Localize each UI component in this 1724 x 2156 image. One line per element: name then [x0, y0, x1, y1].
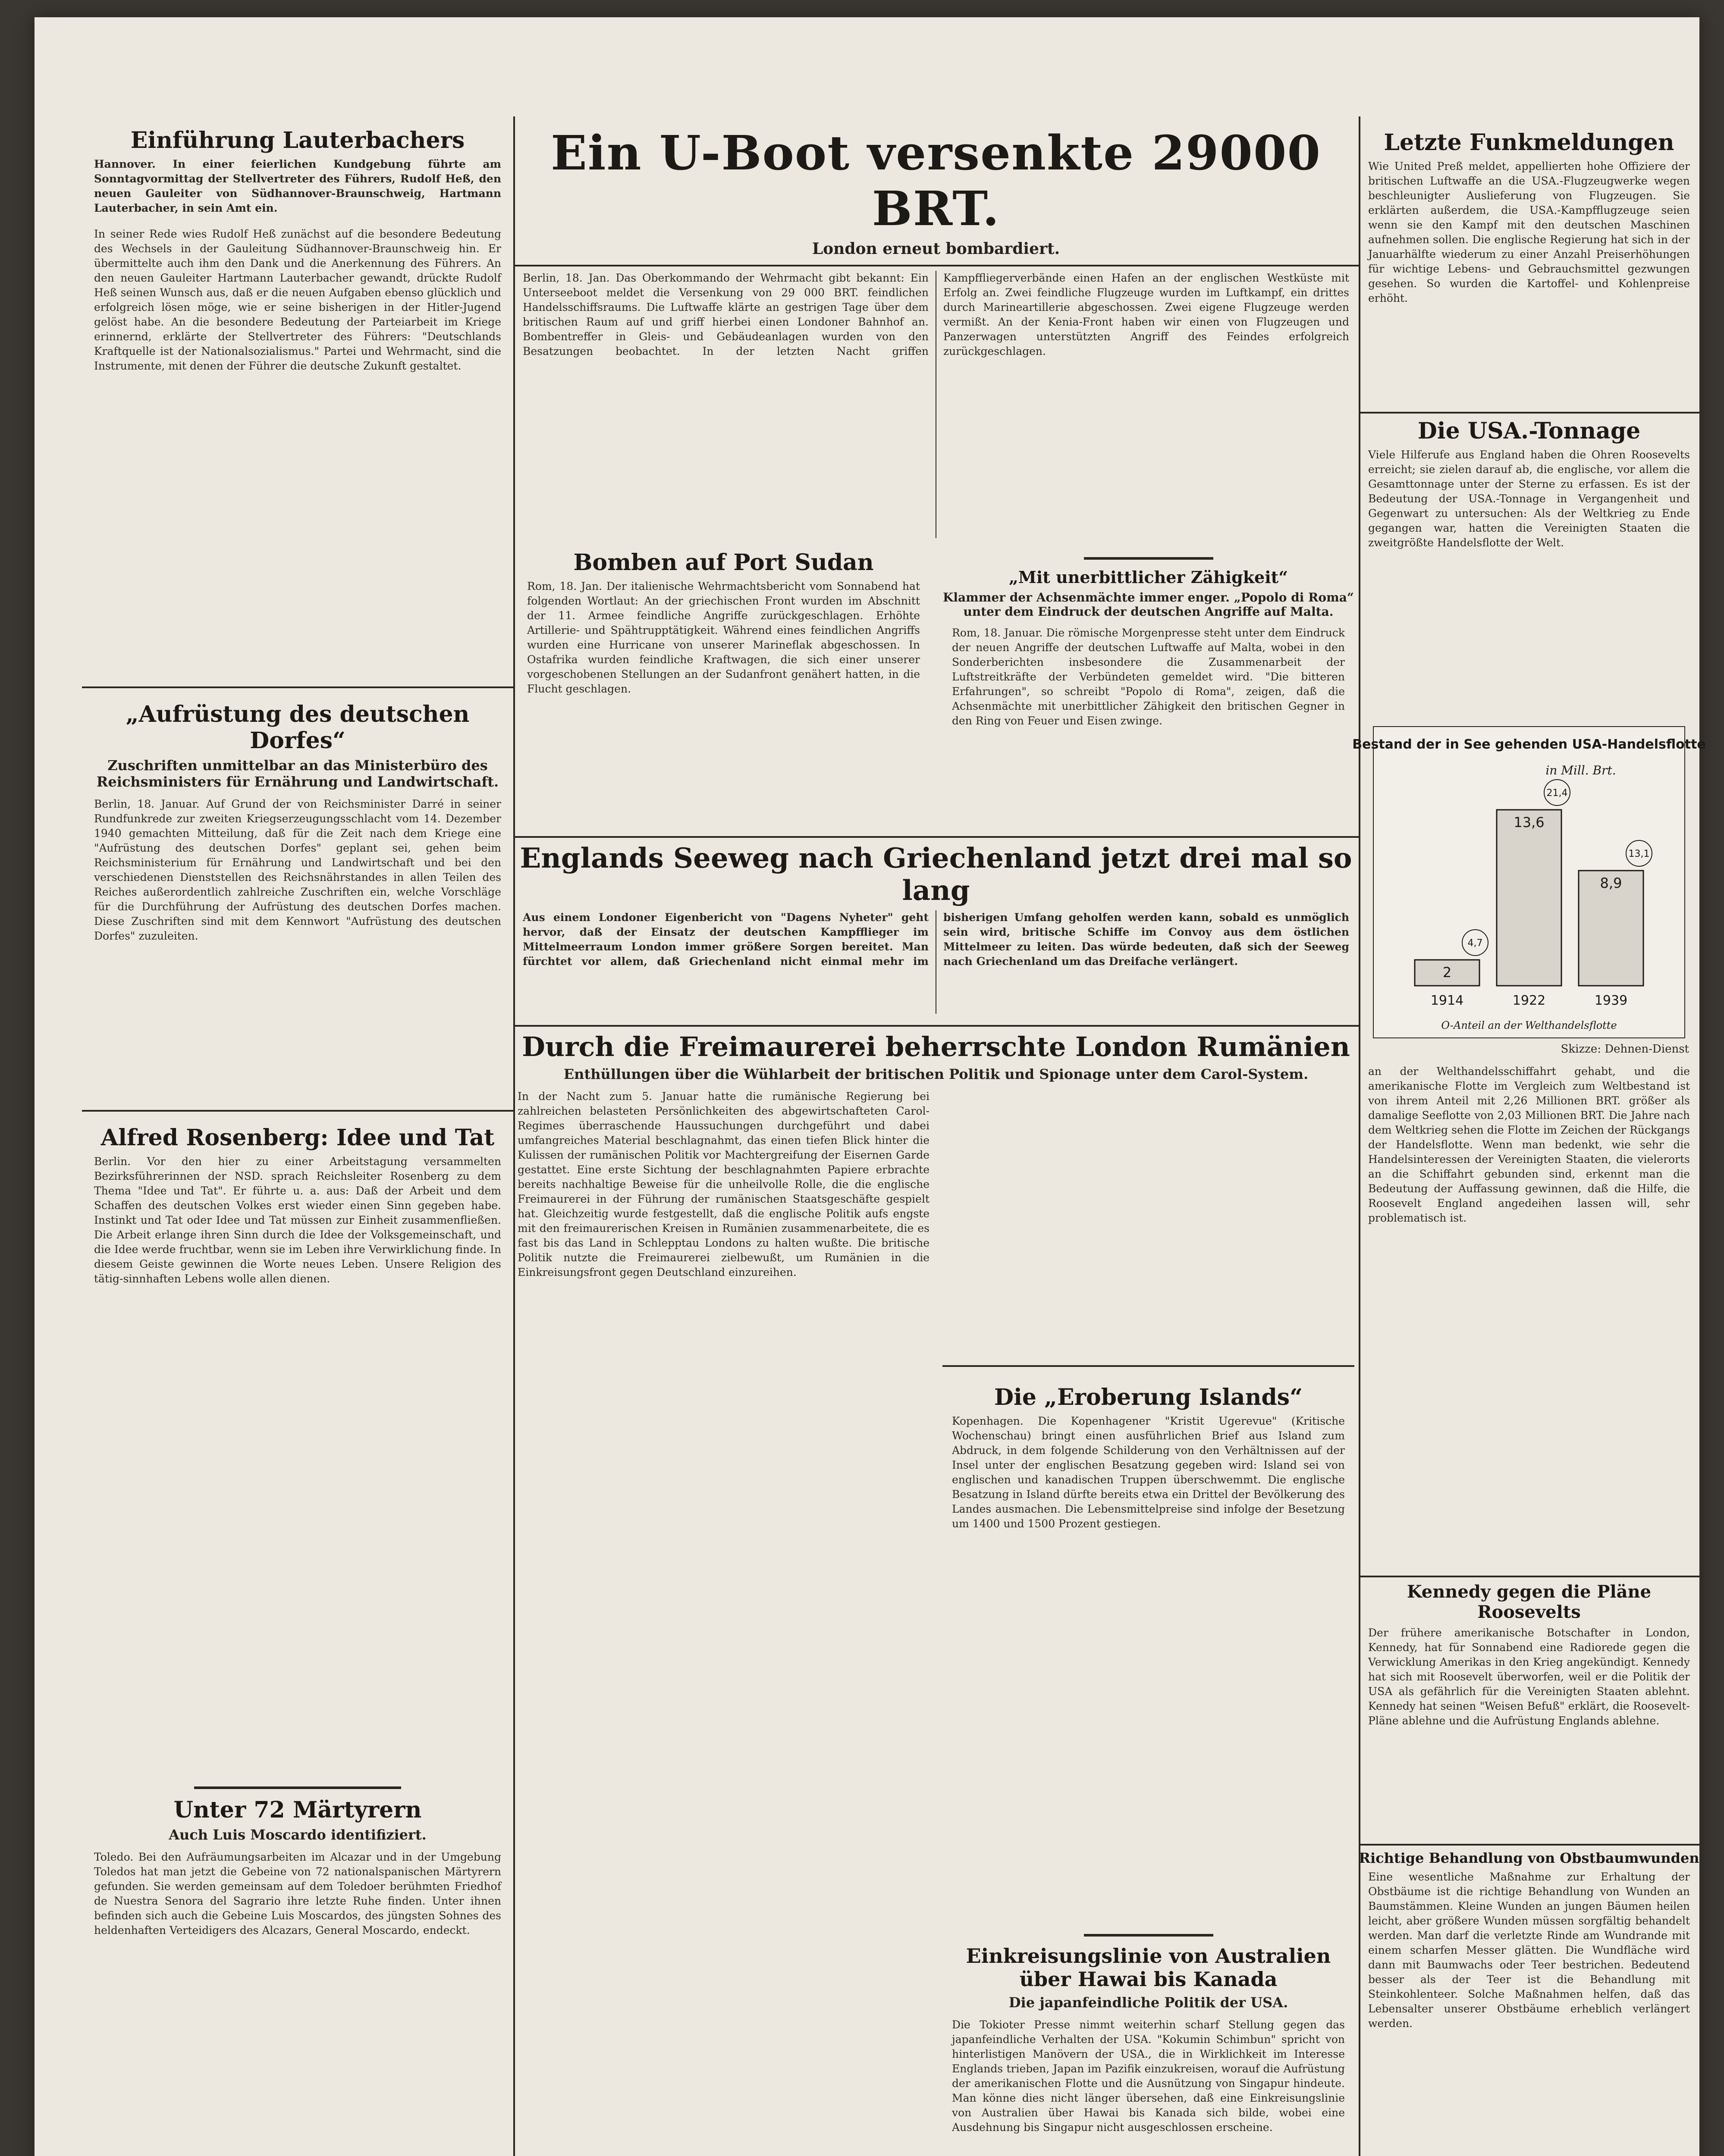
bar-category-label: 1922 [1512, 993, 1546, 1008]
article-rosenberg [82, 1125, 513, 1775]
headline: Englands Seeweg nach Griechenland jetzt drei mal so lang [520, 842, 1352, 907]
divider [513, 265, 1359, 266]
divider [1359, 1844, 1699, 1846]
headline: „Mit unerbittlicher Zähigkeit“ [1008, 567, 1288, 587]
divider [942, 1365, 1354, 1367]
bar-category-label: 1914 [1430, 993, 1464, 1008]
divider [1359, 412, 1699, 414]
article-subhead: Enthüllungen über die Wühlarbeit der britischen Politik und Spionage unter dem Carol-System. [563, 1066, 1309, 1082]
bar-category-label: 1939 [1594, 993, 1628, 1008]
headline: „Aufrüstung des deutschen Dorfes“ [126, 701, 470, 754]
chart-bars [1415, 780, 1652, 1008]
article-text: In der Nacht zum 5. Januar hatte die rumänische Regierung bei zahlreichen belasteten Persönlichkeiten des abgewirtschafteten Carol-Regimes überraschende Haussuchungen durchgeführt und dabei umfangreiches Material beschlagnahmt, das einen tiefen Blick hinter die Kulissen der rumänischen Politik vor Machtergreifung der Eisernen Garde gestattet. Eine erste Sichtung der beschlagnahmten Papiere erbrachte bereits nachhaltige Beweise für die unheilvolle Rolle, die die englische Freimaurerei in der Führung der rumänischen Staatsgeschäfte gespielt hat. Gleichzeitig wurde festgestellt, daß die englische Politik aufs engste mit den freimaurerischen Kreisen in Rumänien zusammenarbeitete, die es fast bis das Land in Schlepptau Londons zu halten wußte. Die britische Politik nutzte die Freimaurerei zielbewußt, um Rumänien in die Einkreisungsfront gegen Deutschland einzureihen. [518, 1090, 930, 1279]
bar-value-label: 8,9 [1600, 875, 1622, 891]
headline: Die USA.-Tonnage [1417, 418, 1641, 444]
divider [1084, 1934, 1213, 1937]
divider [82, 1110, 513, 1112]
article-text: Die Tokioter Presse nimmt weiterhin scharf Stellung gegen das japanfeindliche Verhalten der USA. "Kokumin Schimbun" spricht von hinterlistigen Manövern der USA., die in Wirklichkeit im Interesse Englands trieben, Japan im Pazifik einzukreisen, worauf die Aufrüstung der amerikanischen Flotte und die Ausnützung von Singapur hindeute. Man könne dies nicht länger übersehen, daß eine Einkreisungslinie von Australien über Hawai bis Kanada sich bilde, wobei eine Ausdehnung bis Singapur nicht ausgeschlossen erscheine. [952, 2018, 1345, 2134]
headline: Unter 72 Märtyrern [173, 1797, 422, 1823]
divider [82, 686, 513, 688]
headline: Einführung Lauterbachers [130, 127, 465, 154]
article-subhead: Auch Luis Moscardo identifiziert. [169, 1827, 427, 1843]
chart-annotation: O-Anteil an der Welthandelsflotte [1441, 1019, 1617, 1031]
article-subhead: Die japanfeindliche Politik der USA. [1008, 1994, 1288, 2011]
article-text: Berlin. Vor den hier zu einer Arbeitstagung versammelten Bezirksführerinnen der NSD. sprach Reichsleiter Rosenberg zu dem Thema "Idee und Tat". Er führte u. a. aus: Daß der Arbeit und dem Schaffen des deutschen Volkes erst wieder einen Sinn gegeben habe. Instinkt und Tat oder Idee und Tat müssen zur Einheit zusammenfließen. Die Arbeit erlange ihren Sinn durch die Idee der Volksgemeinschaft, und die Idee werde fruchtbar, wenn sie im Leben ihre Verwirklichung finde. In diesem Geiste gewinnen die Worte neues Leben. Unsere Religion des tätig-sinnhaften Lebens wolle allen dienen. [94, 1155, 501, 1285]
article-subhead: Klammer der Achsenmächte immer enger. „Popolo di Roma“ unter dem Eindruck der deutschen Angriffe auf Malta. [943, 590, 1354, 619]
article-text: Der frühere amerikanische Botschafter in London, Kennedy, hat für Sonnabend eine Radiorede gegen die Verwicklung Amerikas in den Krieg angekündigt. Kennedy hat sich mit Roosevelt überworfen, weil er die Politik der USA als gefährlich für die Vereinigten Staaten ablehnt. Kennedy hat seinen "Weisen Befuß" erklärt, die Roosevelt-Pläne ablehne und die Aufrüstung Englands ablehne. [1368, 1626, 1690, 1727]
newspaper-page [35, 17, 1706, 2156]
share-label: 4,7 [1467, 938, 1483, 949]
article-text: an der Welthandelsschiffahrt gehabt, und die amerikanische Flotte im Vergleich zum Weltbestand ist von ihrem Anteil mit 2,26 Millionen BRT. größer als damalige Seeflotte von 2,03 Millionen BRT. Die Jahre nach dem Weltkrieg sehen die Flotte im Zeichen der Rückgangs der Handelsflotte. Wenn man bedenkt, wie sehr die Handelsinteressen der Vereinigten Staaten, die vielerorts an die Schiffahrt gebunden sind, erkennt man die Bedeutung der Auffassung gewinnen, daß die Hilfe, die Roosevelt England angedeihen lassen will, sehr problematisch ist. [1368, 1065, 1690, 1224]
right-subcolumn [942, 1089, 1354, 2156]
headline: Bomben auf Port Sudan [573, 549, 874, 576]
article-funkmeldungen [1359, 129, 1699, 401]
main-subhead: London erneut bombardiert. [812, 240, 1060, 258]
left-column [82, 17, 513, 2156]
article-text: Wie United Preß meldet, appellierten hohe Offiziere der britischen Luftwaffe an die USA.-Flugzeugwerke wegen beschleunigter Auslieferung von Flugzeugen. Sie erklärten außerdem, die USA.-Kampfflugzeuge seien wenn sie den Kampf mit den deutschen Maschinen aufnehmen sollen. Die englische Regierung hat sich in der Januarhälfte wiederum zu einer Anzahl Preiserhöhungen für wichtige Lebens- und Gebrauchsmittel gezwungen gesehen. So wurden die Kartoffel- und Kohlenpreise erhöht. [1368, 160, 1690, 304]
headline: Einkreisungslinie von Australien über Hawai bis Kanada [966, 1944, 1331, 1991]
bar-value-label: 13,6 [1514, 814, 1545, 830]
divider [194, 1786, 401, 1789]
article-subhead: Zuschriften unmittelbar an das Ministerbüro des Reichsministers für Ernährung und Landwirtschaft. [96, 757, 499, 790]
tonnage-chart-svg [1352, 727, 1706, 1037]
article-zaehigkeit [942, 549, 1354, 832]
right-column [1352, 17, 1706, 2156]
article-lauterbacher [82, 127, 513, 675]
article-text: Rom, 18. Januar. Die römische Morgenpresse steht unter dem Eindruck der neuen Angriffe der deutschen Luftwaffe auf Malta, wobei in den Sonderberichten insbesondere die Zusammenarbeit der Luftstreitkräfte der Verbündeten gemeldet wird. "Die bitteren Erfahrungen", so schreibt "Popolo di Roma", zeigen, daß die Achsenmächte mit unerbittlicher Zähigkeit den britischen Gegner in den Ring von Feuer und Eisen zwinge. [952, 627, 1345, 727]
divider [1359, 1576, 1699, 1577]
headline: Richtige Behandlung von Obstbaumwunden [1359, 1850, 1699, 1866]
headline: Die „Eroberung Islands“ [994, 1384, 1303, 1410]
article-usa-tonnage [1352, 418, 1706, 1564]
article-obstbaum [1359, 1850, 1699, 2156]
main-article-text: Berlin, 18. Jan. Das Oberkommando der Wehrmacht gibt bekannt: Ein Unterseeboot meldet die Versenkung von 29 000 BRT. feindlichen Handelsschiffsraums. Die Luftwaffe klärte an gestrigen Tage über dem britischen Raum auf und griff hierbei einen Londoner Bahnhof an. Bombentreffer in Gleis- und Gebäudeanlagen wurden von den Besatzungen beobachtet. In der letzten Nacht griffen Kampffliegerverbände einen Hafen an der englischen Westküste mit Erfolg an. Zwei feindliche Flugzeuge wurden im Luftkampf, ein drittes durch Marineartillerie abgeschossen. Zwei eigene Flugzeuge werden vermißt. An der Kenia-Front haben wir einen von Flugzeugen und Panzerwagen unterstützten Angriff des Feindes erfolgreich zurückgeschlagen. [523, 272, 1349, 357]
chart-title-line: Bestand der in See gehenden USA-Handelsflotte [1352, 737, 1706, 752]
article-lead: Hannover. In einer feierlichen Kundgebung führte am Sonntagvormittag der Stellvertreter des Führers, Rudolf Heß, den neuen Gauleiter von Südhannover-Braunschweig, Hartmann Lauterbacher, in sein Amt ein. [94, 158, 501, 214]
divider [513, 1025, 1359, 1027]
share-label: 13,1 [1628, 849, 1650, 859]
article-port-sudan [518, 549, 930, 832]
article-text: Berlin, 18. Januar. Auf Grund der von Reichsminister Darré in seiner Rundfunkrede zur zweiten Kriegserzeugungsschlacht vom 14. Dezember 1940 gemachten Mitteilung, daß für die Zeit nach dem Kriege eine "Aufrüstung des deutschen Dorfes" geplant sei, gehen beim Reichsministerium für Ernährung und Landwirtschaft und bei den verschiedenen Dienststellen des Reichsnährstandes in allen Teilen des Reiches außerordentlich zahlreiche Zuschriften ein, welche Vorschläge für die Durchführung der Aufrüstung des deutschen Dorfes machen. Diese Zuschriften sind mit dem Kennwort "Aufrüstung des deutschen Dorfes" zuzuleiten. [94, 798, 501, 942]
article-text: Rom, 18. Jan. Der italienische Wehrmachtsbericht vom Sonnabend hat folgenden Wortlaut: An der griechischen Front wurden im Abschnitt der 11. Armee feindliche Angriffe zurückgeschlagen. Erhöhte Artillerie- und Spähtrupptätigkeit. Während eines feindlichen Angriffs wurden eine Hurricane von unserer Marineflak abgeschossen. In Ostafrika wurden feindliche Kraftwagen, die sich einer unserer vorgeschobenen Stellungen an der Sudanfront genähert hatten, in die Flucht geschlagen. [527, 580, 920, 695]
sub-articles-row [518, 549, 1354, 832]
article-text: Toledo. Bei den Aufräumungsarbeiten im Alcazar und in der Umgebung Toledos hat man jetzt die Gebeine von 72 nationalspanischen Märtyrern gefunden. Sie werden gemeinsam auf dem Toledoer berühmten Friedhof de Nuestra Senora del Sagrario ihre letzte Ruhe finden. Unter ihnen befinden sich auch die Gebeine Luis Moscardos, des jüngsten Sohnes des heldenhaften Verteidigers des Alcazars, General Moscardo, endeckt. [94, 1851, 501, 1937]
chart-caption: Skizze: Dehnen-Dienst [1561, 1043, 1689, 1056]
main-headline: Ein U-Boot versenkte 29000 BRT. [550, 125, 1322, 236]
share-label: 21,4 [1546, 788, 1568, 799]
headline: Kennedy gegen die Pläne Roosevelts [1407, 1582, 1652, 1622]
headline: Alfred Rosenberg: Idee und Tat [100, 1125, 495, 1151]
headline: Durch die Freimaurerei beherrschte London Rumänien [522, 1031, 1350, 1062]
tonnage-chart [1352, 726, 1706, 1038]
divider [513, 836, 1359, 838]
article-text: Aus einem Londoner Eigenbericht von "Dagens Nyheter" geht hervor, daß der Einsatz der deutschen Kampfflieger im Mittelmeerraum London immer größere Sorgen bereitet. Man fürchtet vor allem, daß Griechenland nicht einmal mehr im bisherigen Umfang geholfen werden kann, sobald es unmöglich sein wird, britische Schiffe im Convoy aus dem östlichen Mittelmeer zu leiten. Das würde bedeuten, daß sich der Seeweg nach Griechenland um das Dreifache verlängert. [523, 911, 1349, 968]
article-kennedy [1359, 1582, 1699, 1833]
freimaurer-row [518, 1089, 1354, 2156]
chart-unit: in Mill. Brt. [1545, 763, 1616, 777]
article-text: In seiner Rede wies Rudolf Heß zunächst auf die besondere Bedeutung des Wechsels in der Gauleitung Südhannover-Braunschweig hin. Er übermittelte auch ihm den Dank und die Anerkennung des Führers. An den neuen Gauleiter Hartmann Lauterbacher gewandt, drückte Rudolf Heß seinen Wunsch aus, daß er die neuen Aufgaben ebenso glücklich und erfolgreich lösen möge, wie er seine bisherigen in der Hitler-Jugend gelöst habe. An die besondere Bedeutung der Parteiarbeit im Kriege erinnernd, erklärte der Stellvertreter des Führers: "Deutschlands Kraftquelle ist der Nationalsozialismus." Partei und Wehrmacht, sind die Instrumente, mit denen der Führer die deutsche Zukunft gestaltet. [94, 228, 501, 372]
bar-value-label: 2 [1442, 964, 1452, 981]
article-maertyrer [82, 1797, 513, 2156]
divider [1084, 557, 1213, 560]
article-dorf [82, 701, 513, 1099]
middle-column [513, 17, 1359, 2156]
article-text: Eine wesentliche Maßnahme zur Erhaltung der Obstbäume ist die richtige Behandlung von Wunden an Baumstämmen. Kleine Wunden an jungen Bäumen heilen leicht, aber größere Wunden müssen sorgfältig behandelt werden. Man darf die verletzte Rinde am Wundrande mit einem scharfen Messer glätten. Die Wundfläche wird dann mit Baumwachs oder Teer bestrichen. Bedeutend besser als der Teer ist die Behandlung mit Steinkohlenteer. Solche Maßnahmen helfen, daß das Lebensalter unserer Obstbäume erheblich verlängert werden. [1368, 1871, 1690, 2030]
article-text: Viele Hilferufe aus England haben die Ohren Roosevelts erreicht; sie zielen darauf ab, die englische, vor allem die Gesamttonnage unter der Sterne zu erfassen. Es ist der Bedeutung der USA.-Tonnage in Vergangenheit und Gegenwart zu untersuchen: Als der Weltkrieg zu Ende gegangen war, hatten die Vereinigten Staaten die zweitgrößte Handelsflotte der Welt. [1368, 448, 1690, 549]
article-text: Kopenhagen. Die Kopenhagener "Kristit Ugerevue" (Kritische Wochenschau) bringt einen ausführlichen Brief aus Island zum Abdruck, in dem folgende Schilderung von den Verhältnissen auf der Insel unter der englischen Besatzung gegeben wird: Island sei von englischen und kanadischen Truppen überschwemmt. Die englische Besatzung in Island dürfte bereits etwa ein Drittel der Bevölkerung des Landes ausmachen. Die Lebensmittelpreise sind infolge der Besetzung um 1400 und 1500 Prozent gestiegen. [952, 1415, 1345, 1530]
headline: Letzte Funkmeldungen [1384, 129, 1674, 156]
bar-1922 [1497, 810, 1561, 986]
